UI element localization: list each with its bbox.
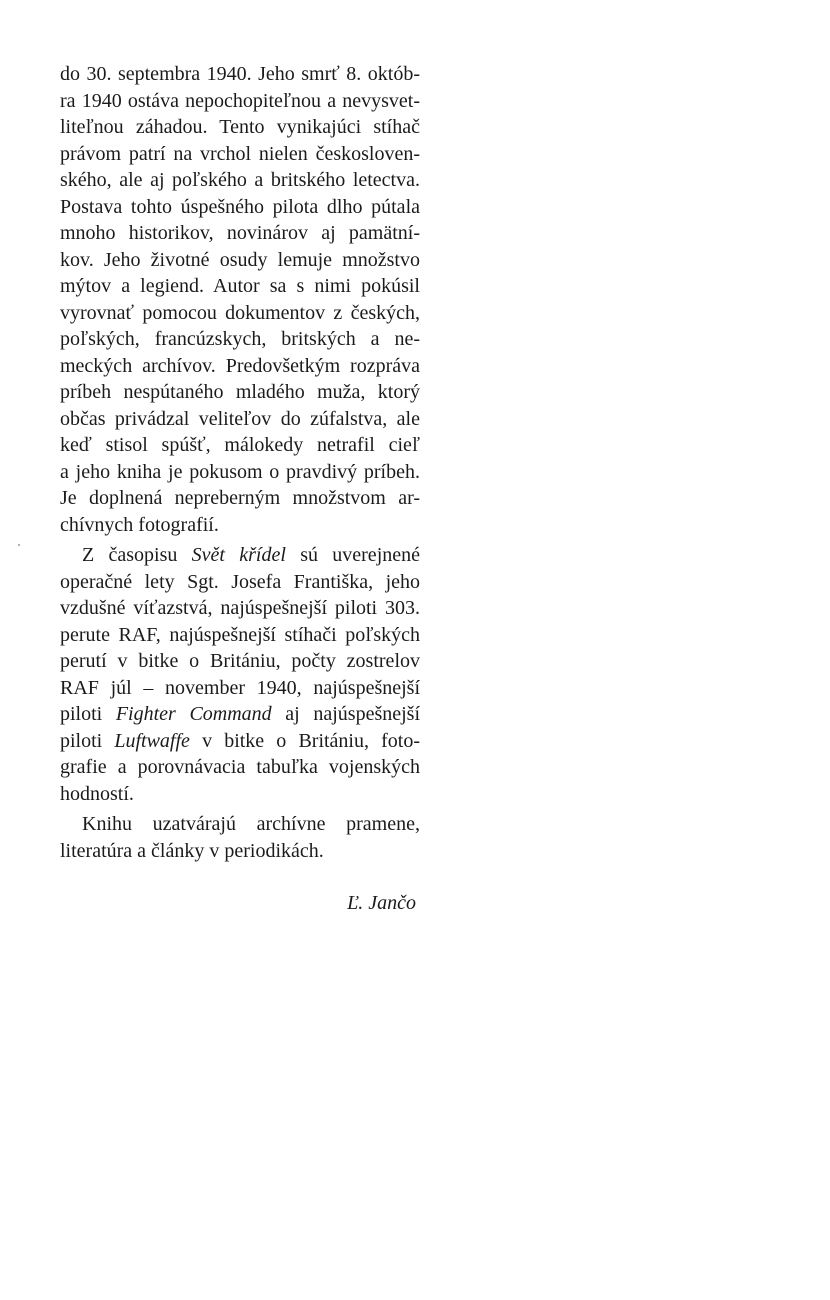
text-line bbox=[60, 701, 420, 728]
text-line: chívnych fotografií. bbox=[60, 513, 219, 536]
text-line: právom patrí na vrchol nielen českosloven- bbox=[60, 142, 420, 165]
text-line: a jeho kniha je pokusom o pravdivý príbeh. bbox=[60, 460, 420, 483]
text-line: vzdušné víťazstvá, najúspešnejší piloti 303. bbox=[60, 597, 420, 619]
text-line: občas privádzal veliteľov do zúfalstva, ale bbox=[60, 407, 420, 430]
text-line: Knihu uzatvárajú archívne pramene, bbox=[82, 813, 420, 835]
text-line: mýtov a legiend. Autor sa s nimi pokúsil bbox=[60, 275, 420, 297]
text-run: v bitke o Britániu, foto- bbox=[189, 729, 420, 752]
text-run: piloti bbox=[60, 729, 115, 752]
text-run: piloti bbox=[60, 703, 116, 725]
magazine-title: Svět křídel bbox=[191, 544, 286, 566]
text-run: aj najúspešnejší bbox=[271, 703, 420, 725]
text-run: sú uverejnené bbox=[285, 544, 420, 566]
text-line: vyrovnať pomocou dokumentov z českých, bbox=[60, 301, 420, 324]
text-line: RAF júl – november 1940, najúspešnejší bbox=[60, 676, 420, 699]
text-line: do 30. septembra 1940. Jeho smrť 8. októb- bbox=[60, 63, 420, 85]
paragraph-2 bbox=[60, 542, 420, 807]
italic-term: Fighter Command bbox=[115, 703, 272, 725]
text-line: príbeh nespútaného mladého muža, ktorý bbox=[60, 381, 420, 403]
text-line bbox=[60, 542, 420, 569]
text-line: grafie a porovnávacia tabuľka vojenských bbox=[60, 756, 420, 778]
author-signature: Ľ. Jančo bbox=[347, 892, 416, 914]
text-line: mnoho historikov, novinárov aj pamätní- bbox=[60, 222, 420, 244]
text-line: liteľnou záhadou. Tento vynikajúci stíhač bbox=[60, 116, 420, 138]
paragraph-1 bbox=[60, 61, 420, 538]
text-line: perutí v bitke o Britániu, počty zostrelov bbox=[60, 650, 420, 672]
text-line: meckých archívov. Predovšetkým rozpráva bbox=[60, 354, 420, 377]
text-line: kov. Jeho životné osudy lemuje množstvo bbox=[60, 248, 420, 271]
text-line: literatúra a články v periodikách. bbox=[60, 839, 324, 862]
text-line: Je doplnená nepreberným množstvom ar- bbox=[60, 487, 420, 509]
text-line: Postava tohto úspešného pilota dlho pútala bbox=[60, 195, 420, 218]
paragraph-3 bbox=[60, 811, 420, 864]
text-line: poľských, francúzskych, britských a ne- bbox=[60, 328, 420, 350]
text-line bbox=[60, 728, 420, 755]
scan-speck bbox=[18, 544, 20, 546]
text-run: Z časopisu bbox=[82, 544, 192, 566]
text-line: operačné lety Sgt. Josefa Františka, jeho bbox=[60, 570, 420, 593]
text-line: ra 1940 ostáva nepochopiteľnou a nevysvet- bbox=[60, 89, 420, 112]
text-column bbox=[60, 61, 420, 917]
text-line: keď stisol spúšť, málokedy netrafil cieľ bbox=[60, 434, 420, 456]
text-line: perute RAF, najúspešnejší stíhači poľských bbox=[60, 623, 420, 646]
italic-term: Luftwaffe bbox=[114, 729, 190, 752]
text-line: hodností. bbox=[60, 782, 134, 805]
text-line: ského, ale aj poľského a britského letectva. bbox=[60, 169, 420, 191]
